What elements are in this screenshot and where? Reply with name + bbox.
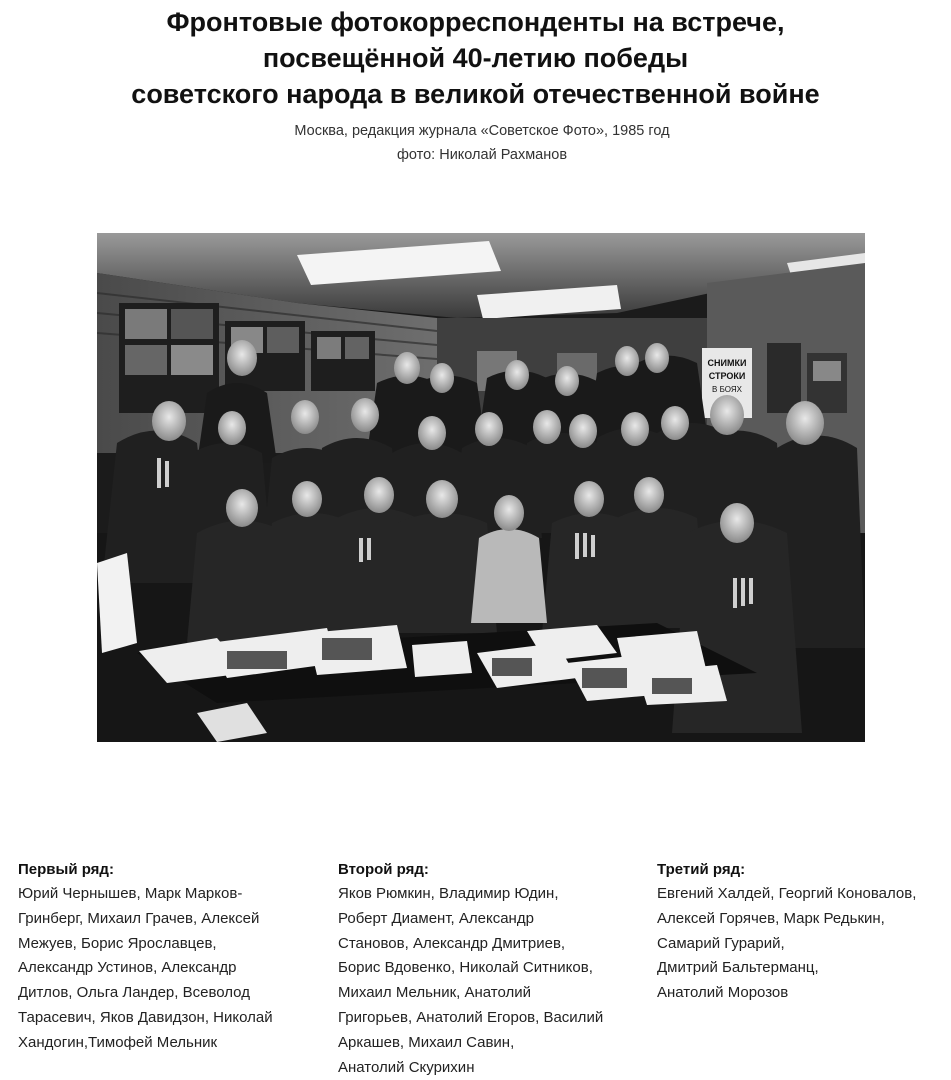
row-1-line: Гринберг, Михаил Грачев, Алексей (18, 909, 260, 927)
row-2-names (338, 858, 638, 1080)
caption-location: Москва, редакция журнала «Советское Фото», 1985 год (294, 123, 670, 139)
row-3-line: Дмитрий Бальтерманц, (657, 959, 819, 977)
row-2-line: Михаил Мельник, Анатолий (338, 984, 532, 1002)
row-2-line: Становов, Александр Дмитриев, (338, 934, 566, 952)
photo-caption (0, 119, 951, 167)
row-2-line: Анатолий Скурихин (338, 1058, 475, 1076)
svg-text:СТРОКИ: СТРОКИ (708, 371, 746, 381)
row-1-line: Юрий Чернышев, Марк Марков- (18, 885, 243, 902)
row-1-heading: Первый ряд: (18, 861, 114, 878)
title-line-2: посвещённой 40-летию победы (262, 43, 689, 73)
row-2-line: Аркашев, Михаил Савин, (338, 1033, 515, 1051)
row-1-line: Дитлов, Ольга Ландер, Всеволод (18, 984, 250, 1002)
row-3-line: Евгений Халдей, Георгий Коновалов, (657, 885, 917, 902)
svg-text:В БОЯХ: В БОЯХ (712, 385, 742, 394)
row-2-line: Григорьев, Анатолий Егоров, Василий (338, 1008, 604, 1026)
row-1-line: Межуев, Борис Ярославцев, (18, 934, 217, 952)
row-3-heading: Третий ряд: (657, 861, 746, 878)
row-2-line: Борис Вдовенко, Николай Ситников, (338, 959, 593, 977)
row-1-line: Александр Устинов, Александр (18, 959, 237, 977)
group-photo (97, 233, 865, 742)
page-title (0, 4, 951, 112)
row-2-line: Яков Рюмкин, Владимир Юдин, (338, 885, 559, 902)
title-line-3: советского народа в великой отечественной войне (131, 79, 820, 109)
row-2-heading: Второй ряд: (338, 861, 429, 878)
title-line-1: Фронтовые фотокорреспонденты на встрече, (166, 7, 785, 37)
row-3-line: Анатолий Морозов (657, 984, 789, 1002)
svg-text:СНИМКИ: СНИМКИ (707, 358, 747, 368)
row-2-line: Роберт Диамент, Александр (338, 909, 534, 927)
row-3-line: Самарий Гурарий, (657, 934, 785, 952)
row-3-line: Алексей Горячев, Марк Редькин, (657, 909, 885, 927)
row-3-names (657, 858, 949, 1006)
row-1-line: Тарасевич, Яков Давидзон, Николай (18, 1008, 273, 1026)
caption-photographer: фото: Николай Рахманов (396, 147, 568, 163)
row-1-names (18, 858, 308, 1056)
row-1-line: Хандогин,Тимофей Мельник (18, 1033, 218, 1051)
